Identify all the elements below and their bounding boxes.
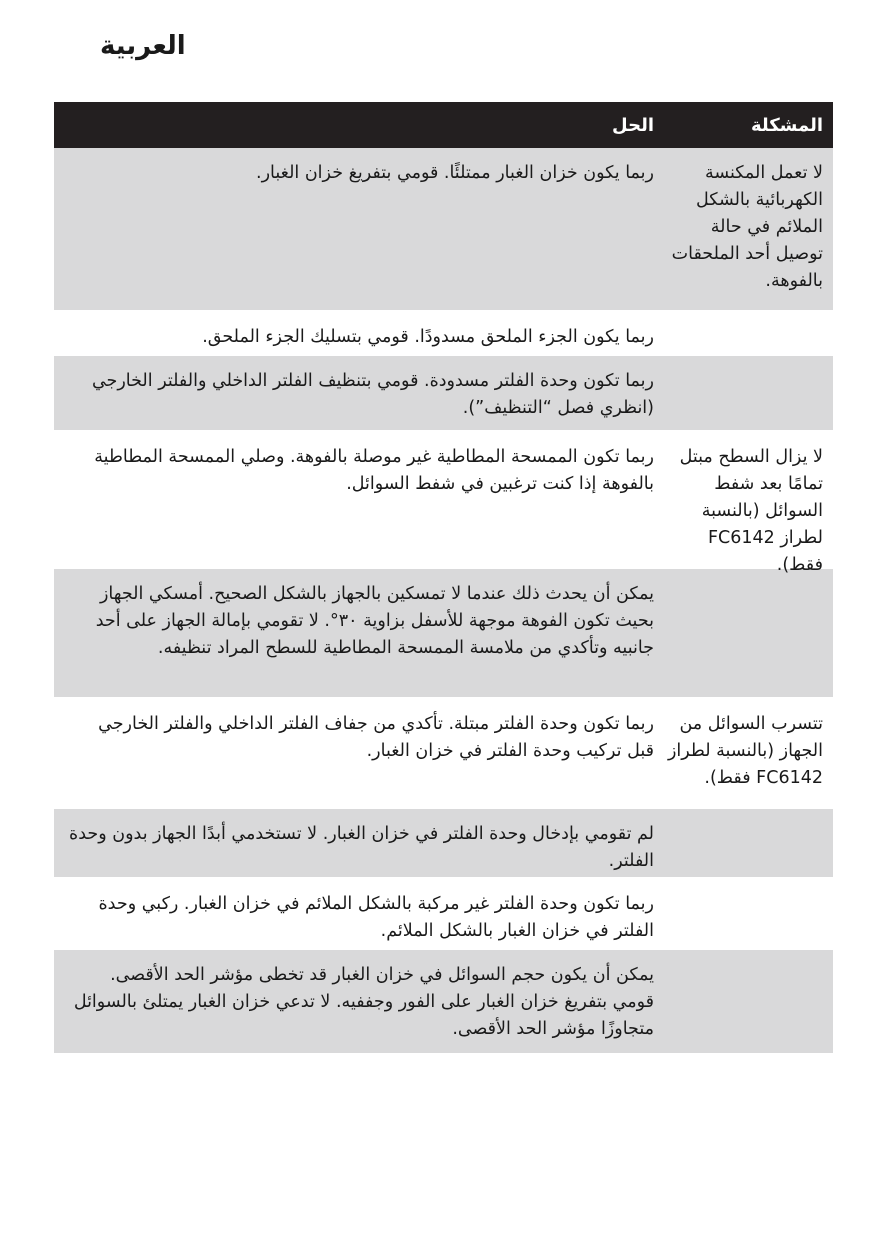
table-row	[54, 950, 833, 1055]
solution-cell: يمكن أن يكون حجم السوائل في خزان الغبار قد تخطى مؤشر الحد الأقصى. قومي بتفريغ خزان الغبار على الفور وجففيه. لا تدعي خزان الغبار يمتلئ بالسوائل متجاوزًا مؤشر الحد الأقصى.	[73, 965, 654, 1039]
troubleshooting-table	[54, 102, 833, 1055]
solution-cell: لم تقومي بإدخال وحدة الفلتر في خزان الغبار. لا تستخدمي أبدًا الجهاز بدون وحدة الفلتر.	[69, 824, 654, 871]
problem-cell	[660, 879, 833, 899]
problem-cell: تتسرب السوائل من الجهاز (بالنسبة لطراز FC6142 فقط).	[667, 714, 823, 788]
header-problem: المشكلة	[750, 114, 823, 136]
problem-cell	[660, 809, 833, 829]
problem-cell	[660, 312, 833, 332]
table-row	[54, 356, 833, 432]
table-row	[54, 432, 833, 575]
solution-cell: ربما تكون وحدة الفلتر مسدودة. قومي بتنظيف الفلتر الداخلي والفلتر الخارجي (انظري فصل “التنظيف”).	[91, 371, 654, 418]
header-solution: الحل	[612, 114, 654, 136]
page-title: العربية	[100, 31, 186, 61]
table-row	[54, 879, 833, 950]
table-row	[54, 809, 833, 879]
problem-cell	[660, 356, 833, 376]
solution-cell: يمكن أن يحدث ذلك عندما لا تمسكين بالجهاز بالشكل الصحيح. أمسكي الجهاز بحيث تكون الفوهة موجهة للأسفل بزاوية ٣٠°. لا تقومي بإمالة الجهاز على أحد جانبيه وتأكدي من ملامسة الممسحة المطاطية للسطح المراد تنظيفه.	[95, 584, 654, 658]
table-row	[54, 312, 833, 356]
problem-cell	[660, 950, 833, 970]
problem-cell: لا يزال السطح مبتل تمامًا بعد شفط السوائل (بالنسبة لطراز FC6142 فقط).	[679, 447, 823, 575]
solution-cell: ربما تكون الممسحة المطاطية غير موصلة بالفوهة. وصلي الممسحة المطاطية بالفوهة إذا كنت ترغبين في شفط السوائل.	[94, 447, 654, 494]
solution-cell: ربما تكون وحدة الفلتر مبتلة. تأكدي من جفاف الفلتر الداخلي والفلتر الخارجي قبل تركيب وحدة الفلتر في خزان الغبار.	[98, 714, 654, 761]
table-header-row	[54, 102, 833, 148]
table-row	[54, 699, 833, 809]
solution-cell: ربما تكون وحدة الفلتر غير مركبة بالشكل الملائم في خزان الغبار. ركبي وحدة الفلتر في خزان الغبار بالشكل الملائم.	[98, 894, 654, 941]
solution-cell: ربما يكون خزان الغبار ممتلئًا. قومي بتفريغ خزان الغبار.	[256, 163, 654, 183]
table-row	[54, 148, 833, 312]
solution-cell: ربما يكون الجزء الملحق مسدودًا. قومي بتسليك الجزء الملحق.	[202, 327, 654, 347]
table-row	[54, 569, 833, 699]
problem-cell: لا تعمل المكنسة الكهربائية بالشكل الملائم في حالة توصيل أحد الملحقات بالفوهة.	[671, 163, 823, 291]
problem-cell	[660, 569, 833, 589]
